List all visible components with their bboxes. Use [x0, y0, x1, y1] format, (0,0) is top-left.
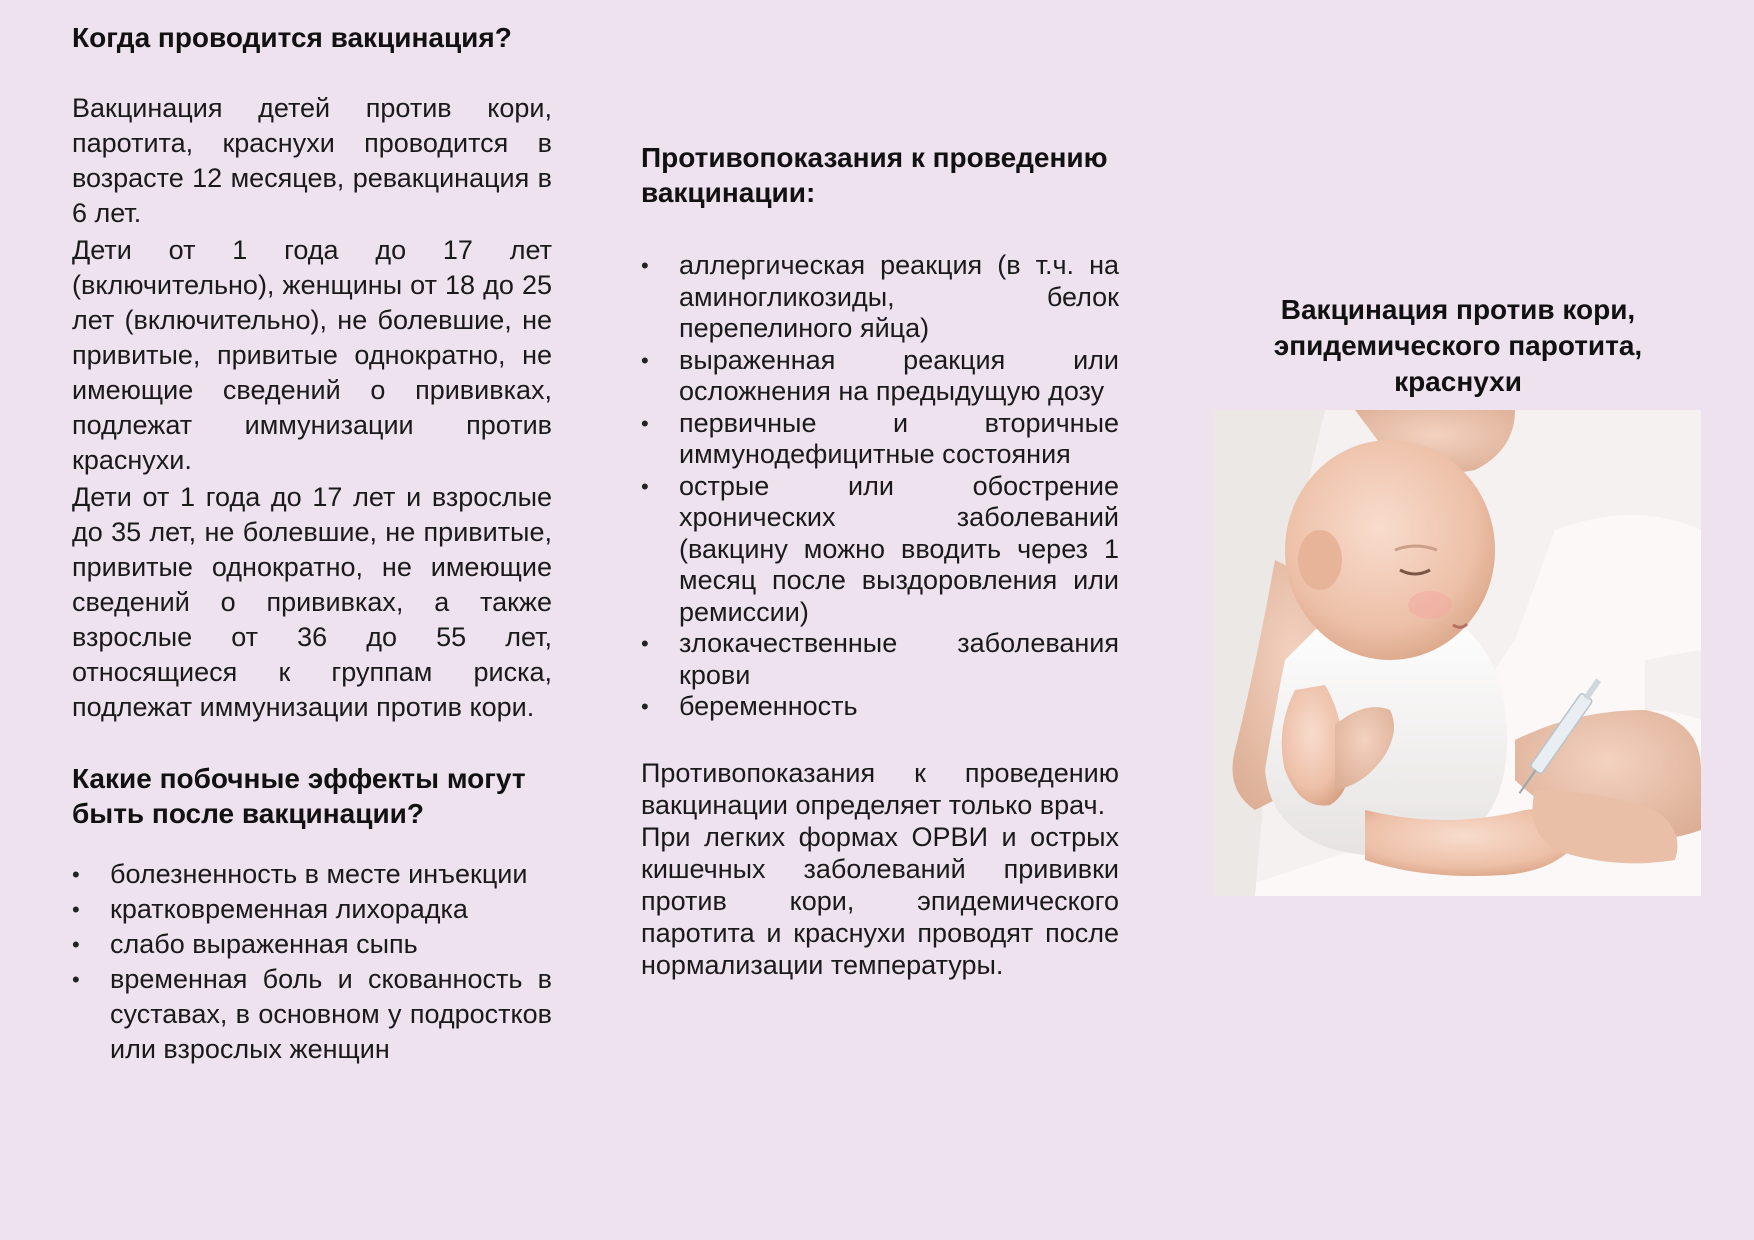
paragraph-measles-groups: Дети от 1 года до 17 лет и взрослые до 35 лет, не болевшие, не привитые, привитые однократно, не имеющие сведений о прививках, а также взрослые от 36 до 55 лет, относящиеся к группам риска, подлежат иммунизации против кори. — [72, 482, 552, 722]
heading-side-effects: Какие побочные эффекты могут быть после вакцинации? — [72, 763, 526, 829]
list-item: • злокачественные заболевания крови — [641, 628, 1119, 691]
heading-contraindications: Противопоказания к проведению вакцинации: — [641, 142, 1108, 208]
list-item: • острые или обострение хронических заболеваний (вакцину можно вводить через 1 месяц после выздоровления или ремиссии) — [641, 471, 1119, 629]
list-item: • первичные и вторичные иммунодефицитные состояния — [641, 408, 1119, 471]
list-item: • слабо выраженная сыпь — [72, 927, 552, 962]
list-item: • временная боль и скованность в суставах, в основном у подростков или взрослых женщин — [72, 962, 552, 1067]
heading-when-vaccination: Когда проводится вакцинация? — [72, 22, 512, 53]
list-item: • болезненность в месте инъекции — [72, 857, 552, 892]
side-effects-list — [72, 857, 552, 1067]
list-item: • выраженная реакция или осложнения на предыдущую дозу — [641, 345, 1119, 408]
brochure-title: Вакцинация против кори, эпидемического паротита, краснухи — [1273, 294, 1643, 397]
middle-column — [641, 140, 1119, 981]
list-item: • кратковременная лихорадка — [72, 892, 552, 927]
contraindications-list — [641, 250, 1119, 723]
paragraph-rubella-groups: Дети от 1 года до 17 лет (включительно), женщины от 18 до 25 лет (включительно), не болевшие, не привитые, привитые однократно, не имеющие сведений о прививках, подлежат иммунизации против краснухи. — [72, 235, 552, 475]
baby-vaccination-illustration — [1215, 410, 1701, 896]
paragraph-doctor-decides: Противопоказания к проведению вакцинации определяет только врач. — [641, 757, 1119, 820]
right-column — [1215, 292, 1701, 896]
baby-vaccination-photo — [1215, 410, 1701, 896]
paragraph-orvi: При легких формах ОРВИ и острых кишечных заболеваний прививки против кори, эпидемического паротита и краснухи проводят после нормализации температуры. — [641, 821, 1119, 980]
left-column — [72, 20, 552, 1067]
list-item: • аллергическая реакция (в т.ч. на аминогликозиды, белок перепелиного яйца) — [641, 250, 1119, 345]
list-item: • беременность — [641, 691, 1119, 723]
paragraph-schedule: Вакцинация детей против кори, паротита, краснухи проводится в возрасте 12 месяцев, ревакцинация в 6 лет. — [72, 93, 552, 228]
